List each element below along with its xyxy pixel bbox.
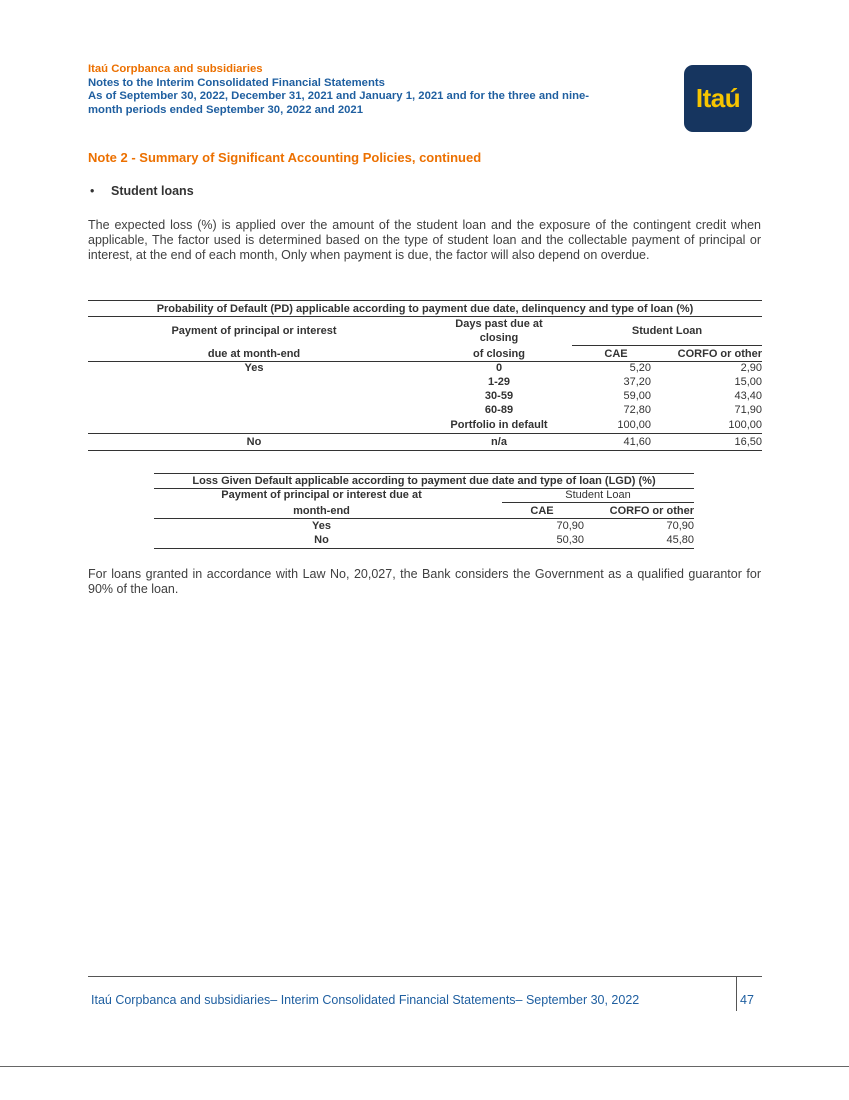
lgd-col1-header: Payment of principal or interest due at bbox=[221, 489, 422, 501]
footer-page-separator bbox=[736, 976, 737, 1011]
lgd-row-pay: Yes bbox=[312, 520, 331, 532]
pd-cae-header: CAE bbox=[604, 348, 628, 360]
pd-row-days: 30-59 bbox=[484, 390, 514, 402]
pd-group-header: Student Loan bbox=[631, 325, 703, 337]
pd-col1-header: Payment of principal or interest bbox=[171, 325, 337, 337]
pd-row-days: n/a bbox=[491, 436, 507, 448]
company-name: Itaú Corpbanca and subsidiaries bbox=[88, 63, 263, 75]
pd-row-days: 60-89 bbox=[484, 404, 514, 416]
pd-row-cae: 100,00 bbox=[617, 419, 651, 431]
pd-table-title: Probability of Default (PD) applicable according to payment due date, delinquency and type of loan (%) bbox=[156, 303, 694, 315]
pd-row-cae: 37,20 bbox=[623, 376, 651, 388]
note-title: Note 2 - Summary of Significant Accounting Policies, continued bbox=[88, 150, 482, 165]
pd-row-corfo: 2,90 bbox=[740, 362, 762, 374]
pd-col2-header: Days past due at bbox=[455, 318, 543, 330]
pd-row-corfo: 43,40 bbox=[734, 390, 762, 402]
pd-row-cae: 72,80 bbox=[623, 404, 651, 416]
bullet-label: Student loans bbox=[111, 184, 194, 198]
pd-row-days: Portfolio in default bbox=[450, 419, 548, 431]
lgd-table bbox=[154, 473, 694, 551]
lgd-row-cae: 70,90 bbox=[556, 520, 584, 532]
pd-row-days: 0 bbox=[495, 362, 503, 374]
lgd-row-corfo: 70,90 bbox=[666, 520, 694, 532]
pd-corfo-header: CORFO or other bbox=[677, 348, 762, 360]
itau-logo bbox=[684, 65, 752, 132]
pd-col2-header-line2: closing bbox=[479, 332, 519, 344]
bullet-icon: • bbox=[90, 184, 95, 198]
header-line-3: As of September 30, 2022, December 31, 2021 and January 1, 2021 and for the three and nine- bbox=[88, 90, 590, 102]
pd-row-corfo: 16,50 bbox=[734, 436, 762, 448]
footer-divider bbox=[88, 976, 762, 977]
lgd-table-title: Loss Given Default applicable according to payment due date and type of loan (LGD) (%) bbox=[192, 475, 656, 487]
section-bullet bbox=[90, 184, 194, 198]
lgd-corfo-header: CORFO or other bbox=[609, 505, 694, 517]
pd-row-pay: No bbox=[246, 436, 262, 448]
pd-col1-header-line2: due at month-end bbox=[207, 348, 301, 360]
lgd-row-corfo: 45,80 bbox=[666, 534, 694, 546]
footer-text: Itaú Corpbanca and subsidiaries– Interim Consolidated Financial Statements– September 30, 2022 bbox=[91, 993, 640, 1007]
pd-row-pay: Yes bbox=[244, 362, 264, 374]
paragraph-guarantor: For loans granted in accordance with Law No, 20,027, the Bank considers the Government as a qualified guarantor for 90% of the loan. bbox=[88, 567, 761, 596]
document-header bbox=[88, 63, 668, 117]
pd-row-cae: 5,20 bbox=[629, 362, 651, 374]
header-line-2: Notes to the Interim Consolidated Financial Statements bbox=[88, 76, 385, 89]
logo-text: Itaú bbox=[695, 83, 741, 113]
pd-row-corfo: 100,00 bbox=[728, 419, 762, 431]
pd-row-corfo: 15,00 bbox=[734, 376, 762, 388]
lgd-cae-header: CAE bbox=[530, 505, 554, 517]
lgd-row-pay: No bbox=[314, 534, 329, 546]
pd-table bbox=[88, 300, 762, 452]
lgd-group-header: Student Loan bbox=[565, 489, 631, 501]
pd-row-cae: 41,60 bbox=[623, 436, 651, 448]
pd-row-days: 1-29 bbox=[487, 376, 511, 388]
pd-row-cae: 59,00 bbox=[623, 390, 651, 402]
pd-col2-header-line3: of closing bbox=[473, 348, 525, 360]
page-bottom-rule bbox=[0, 1066, 849, 1067]
lgd-col1-header-line2: month-end bbox=[293, 505, 350, 517]
header-line-4: month periods ended September 30, 2022 and 2021 bbox=[88, 103, 363, 116]
paragraph-expected-loss: The expected loss (%) is applied over the amount of the student loan and the exposure of the contingent credit when applicable, The factor used is determined based on the type of student loan and the collectable payment of principal or interest, at the end of each month, Only when payment is due, the factor will also depend on overdue. bbox=[88, 218, 761, 262]
pd-row-corfo: 71,90 bbox=[734, 404, 762, 416]
page-number: 47 bbox=[740, 993, 754, 1007]
lgd-row-cae: 50,30 bbox=[556, 534, 584, 546]
